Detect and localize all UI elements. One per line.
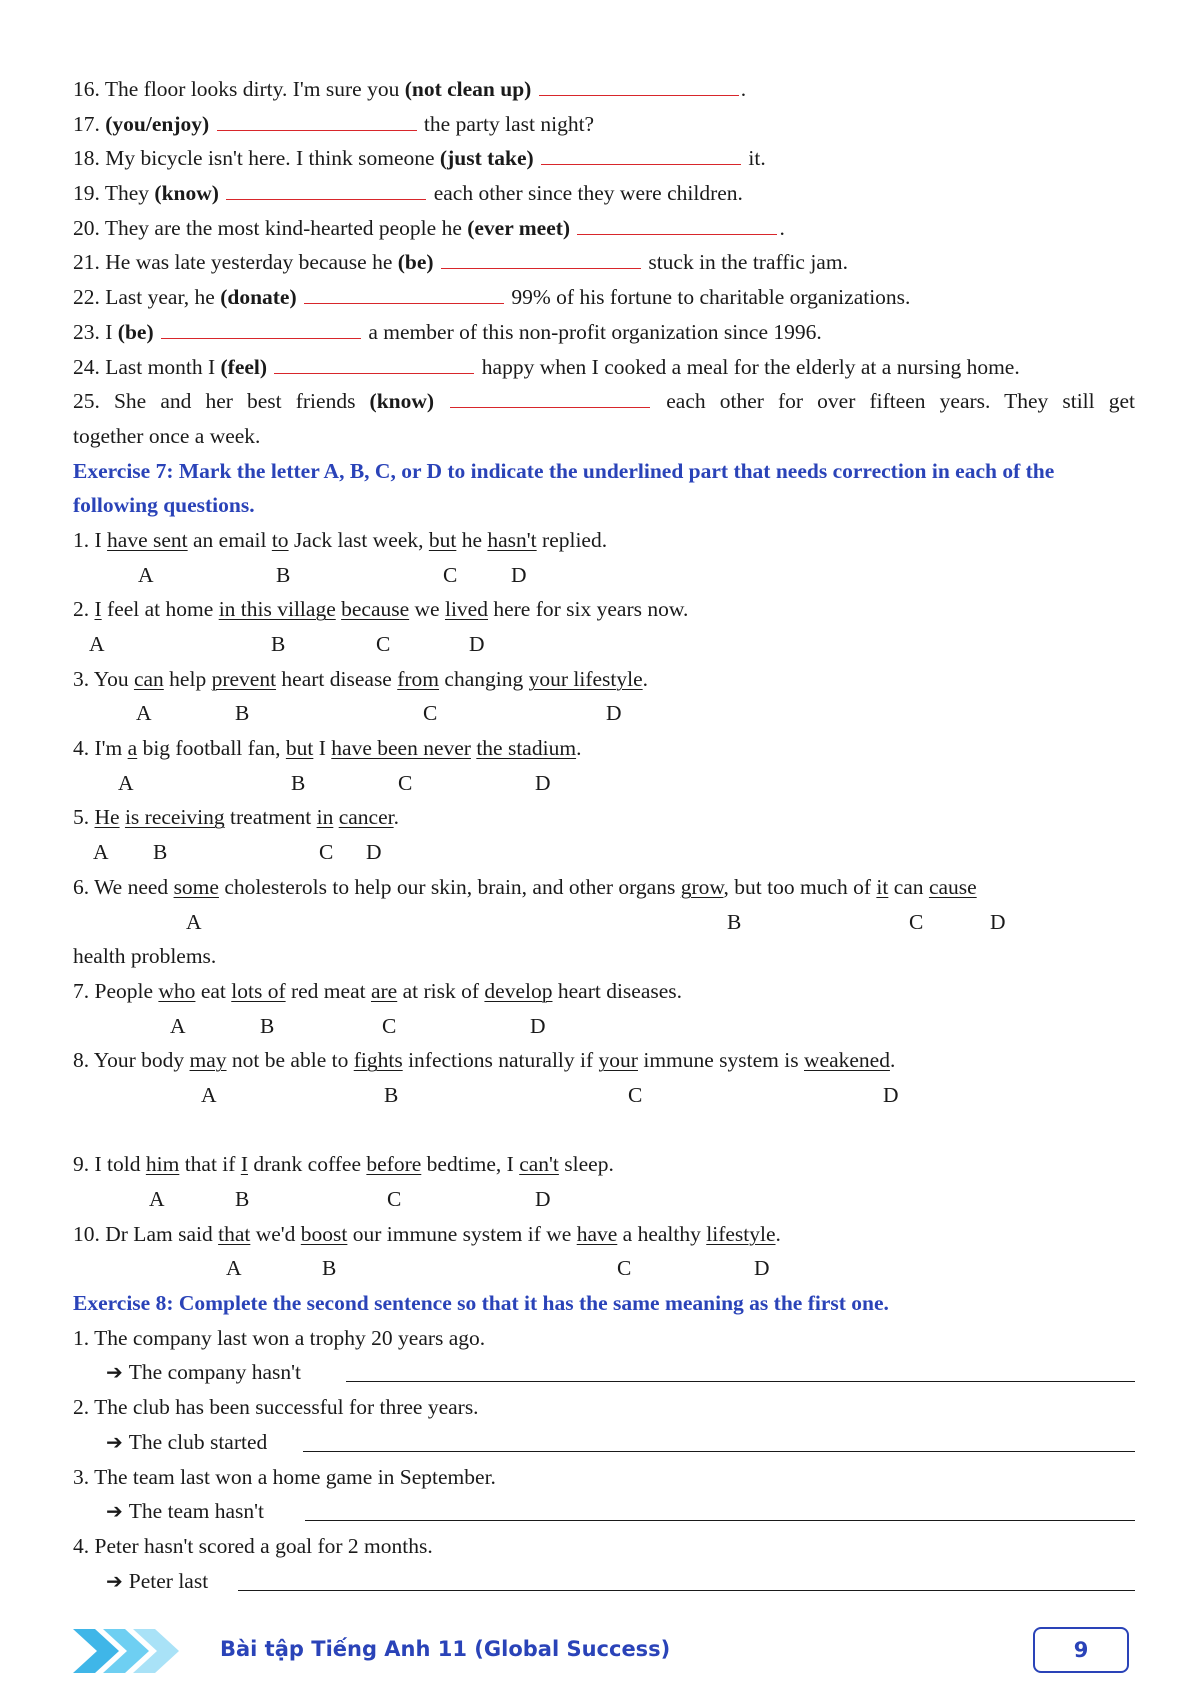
page-number: 9 [1033,1627,1129,1673]
option-letter-D: D [535,770,551,795]
exercise-7-questions [73,523,1135,1286]
question-text: bedtime, I [421,1152,520,1177]
underlined-option-C: because [341,597,410,622]
question-6 [73,870,1135,905]
question-1-options [73,558,1135,593]
underlined-option-A: He [94,805,120,830]
answer-blank[interactable] [441,248,641,269]
question-text: eat [195,978,232,1003]
option-letter-A: A [226,1256,242,1281]
answer-blank[interactable] [305,1500,1135,1521]
underlined-option-C: in [316,805,334,830]
answer-blank[interactable] [161,318,361,339]
option-letter-A: A [201,1082,217,1107]
answer-blank[interactable] [539,75,739,96]
ex8-question-1: 1. The company last won a trophy 20 years ago. [73,1325,486,1350]
question-text: sleep. [558,1152,614,1177]
question-9-options [73,1182,1135,1217]
option-letter-A: A [89,632,105,657]
ex8-question-2: 2. The club has been successful for three years. [73,1395,479,1420]
underlined-option-D: lived [444,597,488,622]
underlined-option-B: prevent [211,666,277,691]
question-2 [73,592,1135,627]
ex8-question-3: 3. The team last won a home game in September. [73,1464,496,1489]
question-4 [73,731,1135,766]
ex8-answer-line-1: ➔ The company hasn't [73,1355,1135,1390]
underlined-option-D: develop [484,978,553,1003]
item-16: 16. The floor looks dirty. I'm sure you (not clean up) . [73,77,747,101]
underlined-option-D: lifestyle [706,1221,776,1246]
underlined-option-B: fights [353,1048,403,1073]
underlined-option-B: is receiving [124,805,225,830]
ex8-question-4: 4. Peter hasn't scored a goal for 2 months. [73,1533,433,1558]
question-8-options [73,1078,1135,1113]
exercise-8-heading: Exercise 8: Complete the second sentence so that it has the same meaning as the first one. [73,1291,889,1316]
question-4-options [73,766,1135,801]
question-text: Jack last week, [288,527,429,552]
arrow-icon: ➔ [106,1568,123,1593]
question-8 [73,1043,1135,1078]
question-text: 2. [73,597,95,622]
underlined-option-D: can't [519,1152,559,1177]
question-text: a healthy [617,1221,707,1246]
question-text: red meat [285,978,371,1003]
question-text: an email [187,527,272,552]
question-text: treatment [224,805,317,830]
underlined-option-C: have been never [331,736,471,761]
underlined-option-A: I [94,597,102,622]
ex8-answer-line-3: ➔ The team hasn't [73,1494,1135,1529]
question-text: 1. I [73,527,108,552]
underlined-option-C: before [366,1152,422,1177]
question-3 [73,662,1135,697]
question-text: drank coffee [247,1152,367,1177]
question-10-options [73,1251,1135,1286]
underlined-option-A: him [145,1152,180,1177]
question-text: heart disease [276,666,398,691]
question-text: . [393,805,399,830]
question-text: immune system is [637,1048,804,1073]
answer-blank[interactable] [304,283,504,304]
option-letter-C: C [628,1082,643,1107]
chevron-arrows-icon [73,1627,193,1675]
option-letter-C: C [423,701,438,726]
underlined-option-B: in this village [218,597,336,622]
underlined-option-A: a [127,736,138,761]
option-letter-B: B [235,701,250,726]
option-letter-D: D [883,1082,899,1107]
answer-blank[interactable] [238,1570,1135,1591]
underlined-option-B: to [271,527,289,552]
option-letter-D: D [606,701,622,726]
question-text: we [409,597,445,622]
option-letter-B: B [271,632,286,657]
question-text: he [456,527,488,552]
question-10 [73,1217,1135,1252]
option-letter-C: C [382,1013,397,1038]
question-text: 7. People [73,978,159,1003]
question-5-options [73,835,1135,870]
item-25: 25. She and her best friends (know) each other for over fifteen years. They still get [73,389,1135,414]
question-text: . [889,1048,896,1073]
ex8-answer-line-2: ➔ The club started [73,1425,1135,1460]
question-text: we'd [250,1221,301,1246]
underlined-option-A: may [189,1048,227,1073]
underlined-option-D: weakened [804,1048,890,1073]
arrow-icon: ➔ [106,1429,123,1454]
option-letter-D: D [469,632,485,657]
spacer [73,1113,1135,1148]
exercise-6-items [73,72,1135,454]
question-text: our immune system if we [347,1221,577,1246]
option-letter-C: C [376,632,391,657]
underlined-option-A: who [158,978,196,1003]
option-letter-D: D [990,909,1006,934]
option-letter-C: C [617,1256,632,1281]
underlined-option-D: cause [928,874,977,899]
arrow-icon: ➔ [106,1360,123,1385]
question-text: help [163,666,212,691]
question-text: that if [179,1152,241,1177]
question-text: infections naturally if [402,1048,599,1073]
answer-blank[interactable] [577,214,777,235]
underlined-option-C: it [876,874,889,899]
question-text: not be able to [226,1048,354,1073]
option-letter-B: B [153,840,168,865]
underlined-option-A: can [133,666,164,691]
question-text: big football fan, [137,736,286,761]
underlined-option-C: are [370,978,398,1003]
question-text: 5. [73,805,95,830]
underlined-option-B: but [285,736,314,761]
question-text: 8. Your body [73,1048,190,1073]
question-1 [73,523,1135,558]
question-6-options [73,905,1135,940]
option-letter-D: D [754,1256,770,1281]
item-25-continued: together once a week. [73,423,261,448]
question-7 [73,974,1135,1009]
question-text: changing [439,666,529,691]
question-text: cholesterols to help our skin, brain, and other organs [218,874,681,899]
answer-blank[interactable] [274,353,474,374]
item-24: 24. Last month I (feel) happy when I cooked a meal for the elderly at a nursing home. [73,354,1020,379]
book-title: Bài tập Tiếng Anh 11 (Global Success) [220,1637,671,1661]
question-3-options [73,696,1135,731]
option-letter-A: A [136,701,152,726]
underlined-option-A: some [173,874,219,899]
option-letter-B: B [727,909,742,934]
option-letter-B: B [260,1013,275,1038]
question-text: . [775,1221,781,1246]
page-footer [73,1625,1135,1677]
question-text: feel at home [101,597,219,622]
option-letter-D: D [530,1013,546,1038]
underlined-option-D: hasn't [487,527,537,552]
underlined-option-B: lots of [231,978,286,1003]
underlined-option-C: from [397,666,440,691]
item-22: 22. Last year, he (donate) 99% of his fortune to charitable organizations. [73,285,911,310]
option-letter-C: C [909,909,924,934]
option-letter-B: B [322,1256,337,1281]
question-text: 10. Dr Lam said [73,1221,219,1246]
question-text: , but too much of [723,874,877,899]
item-19: 19. They (know) each other since they were children. [73,181,743,206]
answer-blank[interactable] [226,179,426,200]
question-text: I [313,736,332,761]
option-letter-C: C [398,770,413,795]
option-letter-B: B [276,562,291,587]
answer-blank[interactable] [217,110,417,131]
question-2-options [73,627,1135,662]
arrow-icon: ➔ [106,1499,123,1524]
option-letter-A: A [186,909,202,934]
option-letter-B: B [291,770,306,795]
question-6-continued: health problems. [73,944,217,969]
underlined-option-D: your lifestyle [528,666,643,691]
item-18: 18. My bicycle isn't here. I think someone (just take) it. [73,146,766,171]
item-20: 20. They are the most kind-hearted people he (ever meet) . [73,215,785,240]
ex8-answer-line-4: ➔ Peter last [73,1564,1135,1599]
underlined-option-B: grow [680,874,724,899]
answer-blank[interactable] [303,1431,1135,1452]
item-23: 23. I (be) a member of this non-profit organization since 1996. [73,319,822,344]
option-letter-D: D [511,562,527,587]
option-letter-C: C [387,1187,402,1212]
option-letter-C: C [443,562,458,587]
question-text: . [642,666,649,691]
underlined-option-C: but [428,527,457,552]
question-text: heart diseases. [552,978,683,1003]
underlined-option-A: that [218,1221,251,1246]
question-7-options [73,1009,1135,1044]
underlined-option-A: have sent [107,527,188,552]
underlined-option-D: the stadium [476,736,577,761]
worksheet-page [73,72,1135,1598]
option-letter-A: A [138,562,154,587]
option-letter-B: B [384,1082,399,1107]
option-letter-A: A [149,1187,165,1212]
option-letter-C: C [319,840,334,865]
underlined-option-B: boost [300,1221,348,1246]
option-letter-A: A [118,770,134,795]
question-text: can [888,874,929,899]
option-letter-A: A [93,840,109,865]
item-21: 21. He was late yesterday because he (be) stuck in the traffic jam. [73,250,848,275]
exercise-7-heading: Exercise 7: Mark the letter A, B, C, or D to indicate the underlined part that needs correction in each of the following questions. [73,458,1055,518]
answer-blank[interactable] [346,1361,1135,1382]
question-text: 4. I'm [73,736,128,761]
underlined-option-C: have [576,1221,618,1246]
answer-blank[interactable] [541,144,741,165]
underlined-option-D: cancer [338,805,394,830]
item-17: 17. (you/enjoy) the party last night? [73,111,595,136]
question-text: at risk of [397,978,485,1003]
question-text: . [576,736,582,761]
exercise-8-items [73,1321,1135,1599]
question-text: 3. You [73,666,134,691]
option-letter-B: B [235,1187,250,1212]
question-9 [73,1147,1135,1182]
option-letter-A: A [170,1013,186,1038]
question-text: here for six years now. [487,597,689,622]
question-text: 6. We need [73,874,174,899]
answer-blank[interactable] [450,387,650,408]
question-5 [73,800,1135,835]
question-text: 9. I told [73,1152,146,1177]
option-letter-D: D [366,840,382,865]
underlined-option-B: I [240,1152,248,1177]
option-letter-D: D [535,1187,551,1212]
question-text: replied. [536,527,608,552]
underlined-option-C: your [598,1048,638,1073]
